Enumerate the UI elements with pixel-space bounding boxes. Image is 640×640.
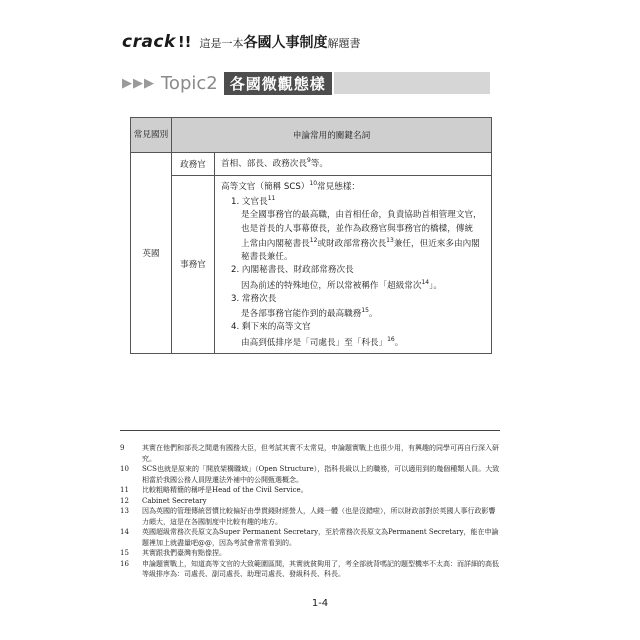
footnote: 12 Cabinet Secretary [120,496,207,505]
content-cell [215,176,492,354]
topic-bar-fill [334,72,490,94]
content-intro: 高等文官（簡稱 SCS）$^{10}$常見態樣： [221,180,361,192]
terms-table [130,117,492,354]
footnote: 10 SCS也就是原來的「開放架構職域」（Open Structure），指科長級以上的職務，可以適用到的幾個種類人員。大致相當於我國公務人員陞遷法外補中的公開甄選概念。 [120,465,500,484]
footnote: 11 比較粗略精簡的稱呼是Head of the Civil Service。 [120,486,308,494]
running-header [122,32,361,54]
header-tagline: 這是一本各國人事制度解題書 [199,35,361,51]
content-cell: 首相、部長、政務次長$^9$等。 [215,153,492,176]
country-cell: 英國 [131,153,172,354]
footnotes [120,430,500,580]
header-terms: 申論常用的關鍵名詞 [172,118,492,153]
footnote: 16 申論題實戰上，知道高等文官的大致範圍區間，其實就貧夠用了，考全部就背嗎記的題型機率不太高：而詳細的高低等級排序為：司處長、副司處長、助理司處長、發級科長、科長。 [120,559,499,578]
triangle-arrows-icon: ▶▶▶ [122,75,155,91]
page-number: 1-4 [311,598,329,609]
table-row [131,153,492,176]
topic-bar [122,72,490,94]
role-cell: 政務官 [172,153,215,176]
list-item: 4. 剩下來的高等文官 由高到低排序是「司處長」至「科長」$^{16}$。 [231,322,404,348]
list-item: 3. 常務次長 是各部事務官能作到的最高職務$^{15}$。 [231,293,378,320]
footnote: 9 其實在他們和部長之間還有國務大臣，但考試其實不太常見，申論題實戰上也很少用，有興趣的同學可再自行深入研究。 [120,444,499,463]
header-country: 常見國別 [131,118,172,153]
list-item: 2. 內閣秘書長、財政部常務次長 因為前述的特殊地位，所以常被稱作「超級常次$^{14}$」。 [231,265,443,291]
footnote: 13 因為英國的管理傳統習慣比較偏好由學貫錢財經營人，人錢一體（也是沒錯啦），所以財政部對於英國人事行政影響力頗大，這是在各國制度中比較有趣的地方。 [120,507,496,526]
brand-logo: crack [122,32,176,52]
table-header-row [131,118,492,153]
table-row [131,176,492,354]
footnote: 14 英國超級常務次長原文為Super Permanent Secretary，至於常務次長原文為Permanent Secretary，能在申論題裡加上就盡量吧@@，因為考試會常常看到的。 [120,528,499,547]
list-item: 1. 文官長$^{11}$ 是全國事務官的最高職，由首相任命，負責協助首相管理文官， 也是首長的人事幕僚長，並作為政務官與事務官的橋樑，傳統 上常由內閣秘書長$^{12}$或財政部常務次長$^{13}$兼任，但近來多由內閣 秘書長兼任。 [231,195,482,263]
topic-label: Topic2 [161,72,218,94]
role-cell: 事務官 [172,176,215,354]
footnote: 15 其實跟我們臺灣有點像捏。 [120,549,226,557]
brand-mark: !! [177,33,192,51]
topic-title: 各國微觀態樣 [224,72,332,95]
